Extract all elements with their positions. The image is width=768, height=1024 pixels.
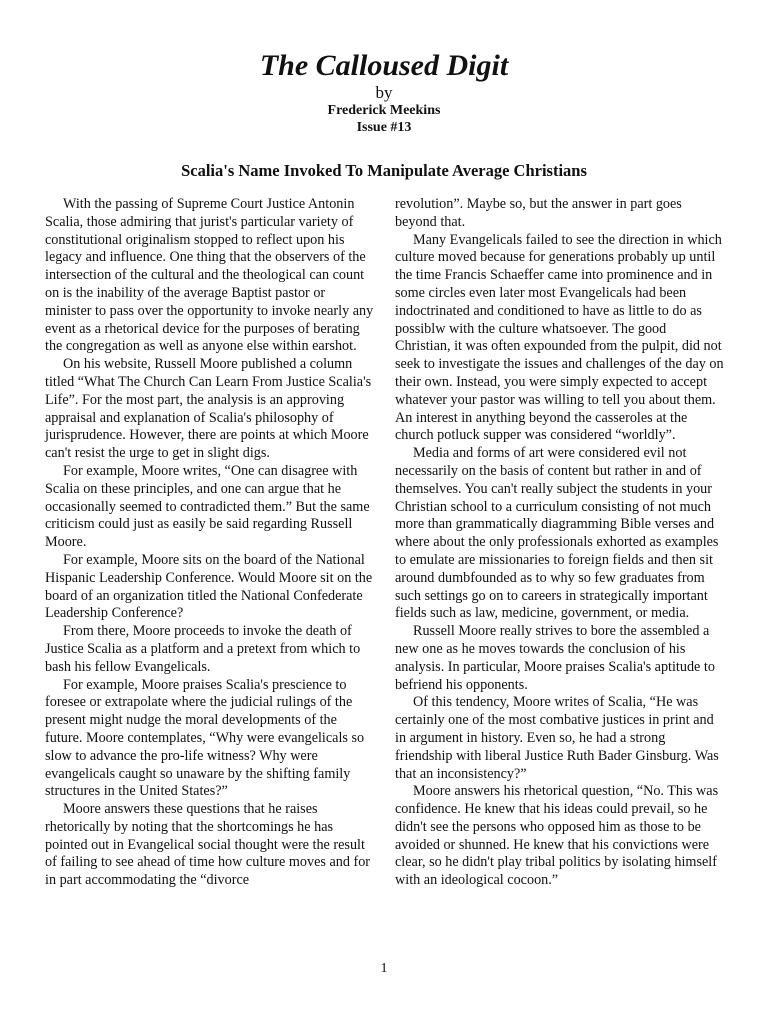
paragraph: Moore answers his rhetorical question, “No. This was confidence. He knew that his ideas could prevail, so he didn't see the persons who opposed him as those to be avoided or shunned. He knew that his convictions were clear, so he didn't play tribal politics by isolating himself with an ideological cocoon.” — [395, 783, 719, 889]
paragraph: On his website, Russell Moore published a column titled “What The Church Can Learn From Justice Scalia's Life”. For the most part, the analysis is an approving appraisal and explanation of Scalia's philosophy of jurisprudence. However, there are points at which Moore can't resist the urge to get in slight digs. — [45, 356, 372, 462]
paragraph: For example, Moore sits on the board of the National Hispanic Leadership Conference. Would Moore sit on the board of an organization titled the National Confederate Leadership Conference? — [45, 551, 373, 622]
paragraph: From there, Moore proceeds to invoke the death of Justice Scalia as a platform and a pretext from which to bash his fellow Evangelicals. — [45, 623, 361, 675]
right-column — [395, 196, 725, 890]
paragraph-continuation: revolution”. Maybe so, but the answer in part goes beyond that. — [395, 196, 682, 230]
paragraph: Russell Moore really strives to bore the assembled a new one as he moves towards the conclusion of his analysis. In particular, Moore praises Scalia's aptitude to befriend his opponents. — [395, 623, 715, 693]
newsletter-title: The Calloused Digit — [259, 49, 509, 82]
page-number: 1 — [380, 961, 388, 976]
paragraph: Moore answers these questions that he raises rhetorically by noting that the shortcomings he has pointed out in Evangelical social thought were the result of failing to see ahead of time how culture moves and for in part accommodating the “divorce — [45, 801, 371, 889]
author-name: Frederick Meekins — [327, 103, 441, 118]
paragraph: For example, Moore writes, “One can disagree with Scalia on these principles, and one can argue that he occasionally seemed to contradicted them.” But the same criticism could just as easily be said regarding Russell Moore. — [45, 462, 370, 551]
paragraph: Media and forms of art were considered evil not necessarily on the basis of content but rather in and of themselves. You can't really subject the students in your Christian school to a curriculum consisting of not much more than grammatically diagramming Bible verses and where about the only professionals exhorted as examples to emulate are missionaries to foreign fields and then sit around dumbfounded as to why so few graduates from such settings go on to careers in strategically important fields such as law, medicine, government, or media. — [395, 445, 719, 622]
left-column — [45, 196, 375, 890]
paragraph: With the passing of Supreme Court Justice Antonin Scalia, those admiring that jurist's particular variety of constitutional originalism stopped to reflect upon his legacy and influence. One thing that the observers of the intersection of the cultural and the theological can count on is the inability of the average Baptist pastor or minister to pass over the opportunity to invoke nearly any event as a rhetorical device for the purposes of berating the congregation as well as anyone else within earshot. — [45, 196, 374, 355]
issue-number: Issue #13 — [356, 120, 412, 135]
paragraph: For example, Moore praises Scalia's prescience to foresee or extrapolate where the judicial rulings of the present might nudge the moral developments of the future. Moore contemplates, “Why were evangelicals so slow to advance the pro-life witness? Why were evangelicals caught so unaware by the shifting family structures in the United States?” — [45, 676, 365, 800]
byline-by: by — [375, 83, 393, 102]
article-headline: Scalia's Name Invoked To Manipulate Average Christians — [181, 161, 587, 180]
masthead — [0, 48, 768, 136]
paragraph: Many Evangelicals failed to see the direction in which culture moved because for generations probably up until the time Francis Schaeffer came into prominence and in some circles even later most Evangelicals had been indoctrinated and conditioned to have as little to do as possiblw with the culture whatsoever. The good Christian, it was often expounded from the pulpit, did not seek to investigate the issues and challenges of the day on their own. Instead, you were simply expected to accept whatever your pastor was willing to tell you about them. An interest in anything beyond the casseroles at the church potluck supper was considered “worldly”. — [395, 231, 724, 444]
paragraph: Of this tendency, Moore writes of Scalia, “He was certainly one of the most combative justices in print and in argument in history. Even so, he had a strong friendship with liberal Justice Ruth Bader Ginsburg. Was that an inconsistency?” — [395, 694, 719, 782]
